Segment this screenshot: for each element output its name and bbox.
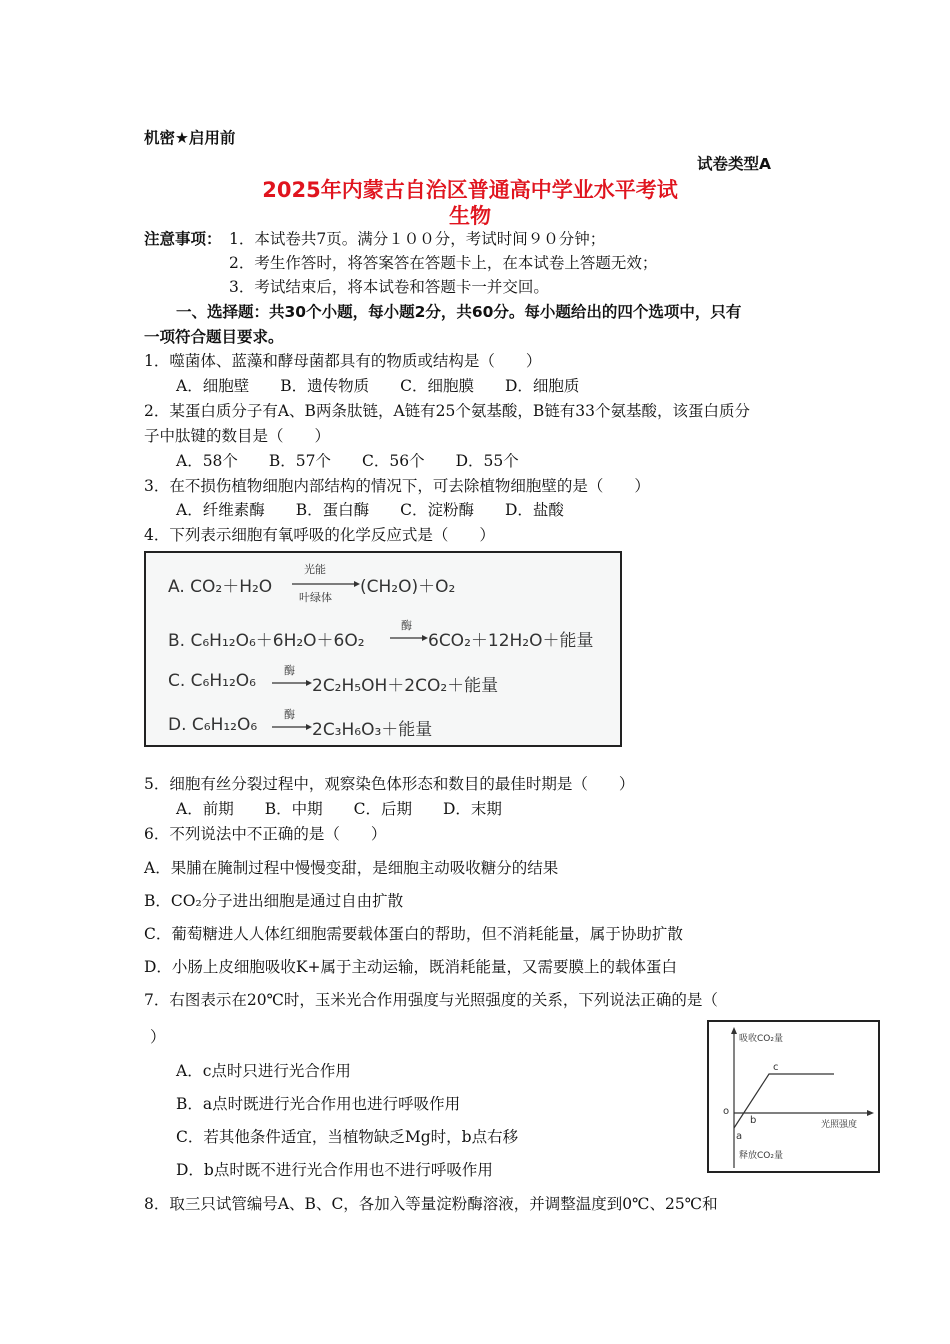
q5-options: A．前期 B．中期 C．后期 D．末期 bbox=[176, 800, 502, 818]
note-3: 3．考试结束后，将本试卷和答题卡一并交回。 bbox=[229, 278, 549, 296]
q5-stem: 5．细胞有丝分裂过程中，观察染色体形态和数目的最佳时期是（ ） bbox=[144, 775, 635, 793]
arrow-icon bbox=[272, 723, 312, 731]
eq-a-right: (CH₂O)＋O₂ bbox=[360, 577, 456, 597]
q8-stem: 8．取三只试管编号A、B、C，各加入等量淀粉酶溶液，并调整温度到0℃、25℃和 bbox=[144, 1195, 718, 1213]
section-heading-cont: 一项符合题目要求。 bbox=[144, 328, 284, 346]
q7-stem: 7．右图表示在20℃时，玉米光合作用强度与光照强度的关系，下列说法正确的是（ bbox=[144, 991, 718, 1009]
q3-stem: 3．在不损伤植物细胞内部结构的情况下，可去除植物细胞壁的是（ ） bbox=[144, 477, 650, 495]
graph-point-c: c bbox=[773, 1062, 779, 1073]
eq-b-top: 酶 bbox=[401, 619, 412, 632]
eq-c-top: 酶 bbox=[284, 664, 295, 677]
q7-stem-close: ） bbox=[150, 1028, 166, 1046]
arrow-icon bbox=[390, 634, 428, 642]
graph-point-b: b bbox=[750, 1115, 757, 1126]
graph-axes bbox=[709, 1022, 878, 1171]
note-1: 1．本试卷共7页。满分１００分，考试时间９０分钟； bbox=[229, 230, 606, 248]
eq-c-right: 2C₂H₅OH＋2CO₂＋能量 bbox=[312, 676, 499, 696]
note-2: 2．考生作答时，将答案答在答题卡上，在本试卷上答题无效； bbox=[229, 254, 658, 272]
eq-b-left: B. C₆H₁₂O₆＋6H₂O＋6O₂ bbox=[168, 631, 365, 651]
eq-c-left: C. C₆H₁₂O₆ bbox=[168, 671, 256, 691]
paper-type: 试卷类型A bbox=[697, 155, 771, 173]
graph-y-bottom-label: 释放CO₂量 bbox=[739, 1151, 783, 1161]
exam-title: 2025年内蒙古自治区普通高中学业水平考试 bbox=[262, 178, 678, 202]
graph-x-label: 光照强度 bbox=[821, 1120, 858, 1130]
q1-stem: 1．噬菌体、蓝藻和酵母菌都具有的物质或结构是（ ） bbox=[144, 352, 542, 370]
q4-stem: 4．下列表示细胞有氧呼吸的化学反应式是（ ） bbox=[144, 526, 495, 544]
eq-a-bottom: 叶绿体 bbox=[299, 591, 332, 604]
q6-stem: 6．不列说法中不正确的是（ ） bbox=[144, 825, 387, 843]
graph-y-top-label: 吸收CO₂量 bbox=[739, 1034, 783, 1044]
q6-option-a: A．果脯在腌制过程中慢慢变甜，是细胞主动吸收糖分的结果 bbox=[144, 859, 559, 877]
q7-option-d: D．b点时既不进行光合作用也不进行呼吸作用 bbox=[176, 1161, 493, 1179]
q2-stem: 2．某蛋白质分子有A、B两条肽链，A链有25个氨基酸，B链有33个氨基酸，该蛋白质分 bbox=[144, 402, 750, 420]
confidential-mark: 机密★启用前 bbox=[144, 129, 236, 147]
q6-option-c: C．葡萄糖进人人体红细胞需要载体蛋白的帮助，但不消耗能量，属于协助扩散 bbox=[144, 925, 683, 943]
q1-options: A．细胞壁 B．遗传物质 C．细胞膜 D．细胞质 bbox=[176, 377, 580, 395]
eq-a-top: 光能 bbox=[304, 563, 326, 576]
eq-d-right: 2C₃H₆O₃＋能量 bbox=[312, 720, 433, 740]
graph-origin: o bbox=[723, 1106, 730, 1117]
notes-label: 注意事项： bbox=[144, 230, 222, 248]
section-heading: 一、选择题：共30个小题，每小题2分，共60分。每小题给出的四个选项中，只有 bbox=[176, 303, 742, 321]
arrow-icon bbox=[272, 679, 312, 687]
eq-b-right: 6CO₂＋12H₂O＋能量 bbox=[428, 631, 594, 651]
subject-title: 生物 bbox=[449, 204, 491, 228]
eq-a-left: A. CO₂＋H₂O bbox=[168, 577, 273, 597]
q7-option-a: A．c点时只进行光合作用 bbox=[176, 1062, 351, 1080]
graph-point-a: a bbox=[736, 1131, 743, 1142]
arrow-icon bbox=[292, 580, 360, 588]
equation-box bbox=[144, 551, 622, 747]
q6-option-b: B．CO₂分子进出细胞是通过自由扩散 bbox=[144, 892, 404, 910]
q3-options: A．纤维素酶 B．蛋白酶 C．淀粉酶 D．盐酸 bbox=[176, 501, 564, 519]
q7-option-c: C．若其他条件适宜，当植物缺乏Mg时，b点右移 bbox=[176, 1128, 519, 1146]
q2-options: A．58个 B．57个 C．56个 D．55个 bbox=[176, 452, 519, 470]
q7-option-b: B．a点时既进行光合作用也进行呼吸作用 bbox=[176, 1095, 461, 1113]
eq-d-left: D. C₆H₁₂O₆ bbox=[168, 715, 258, 735]
q2-stem-cont: 子中肽键的数目是（ ） bbox=[144, 427, 331, 445]
q6-option-d: D．小肠上皮细胞吸收K+属于主动运输，既消耗能量，又需要膜上的载体蛋白 bbox=[144, 958, 677, 976]
photosynthesis-graph bbox=[707, 1020, 880, 1173]
eq-d-top: 酶 bbox=[284, 708, 295, 721]
